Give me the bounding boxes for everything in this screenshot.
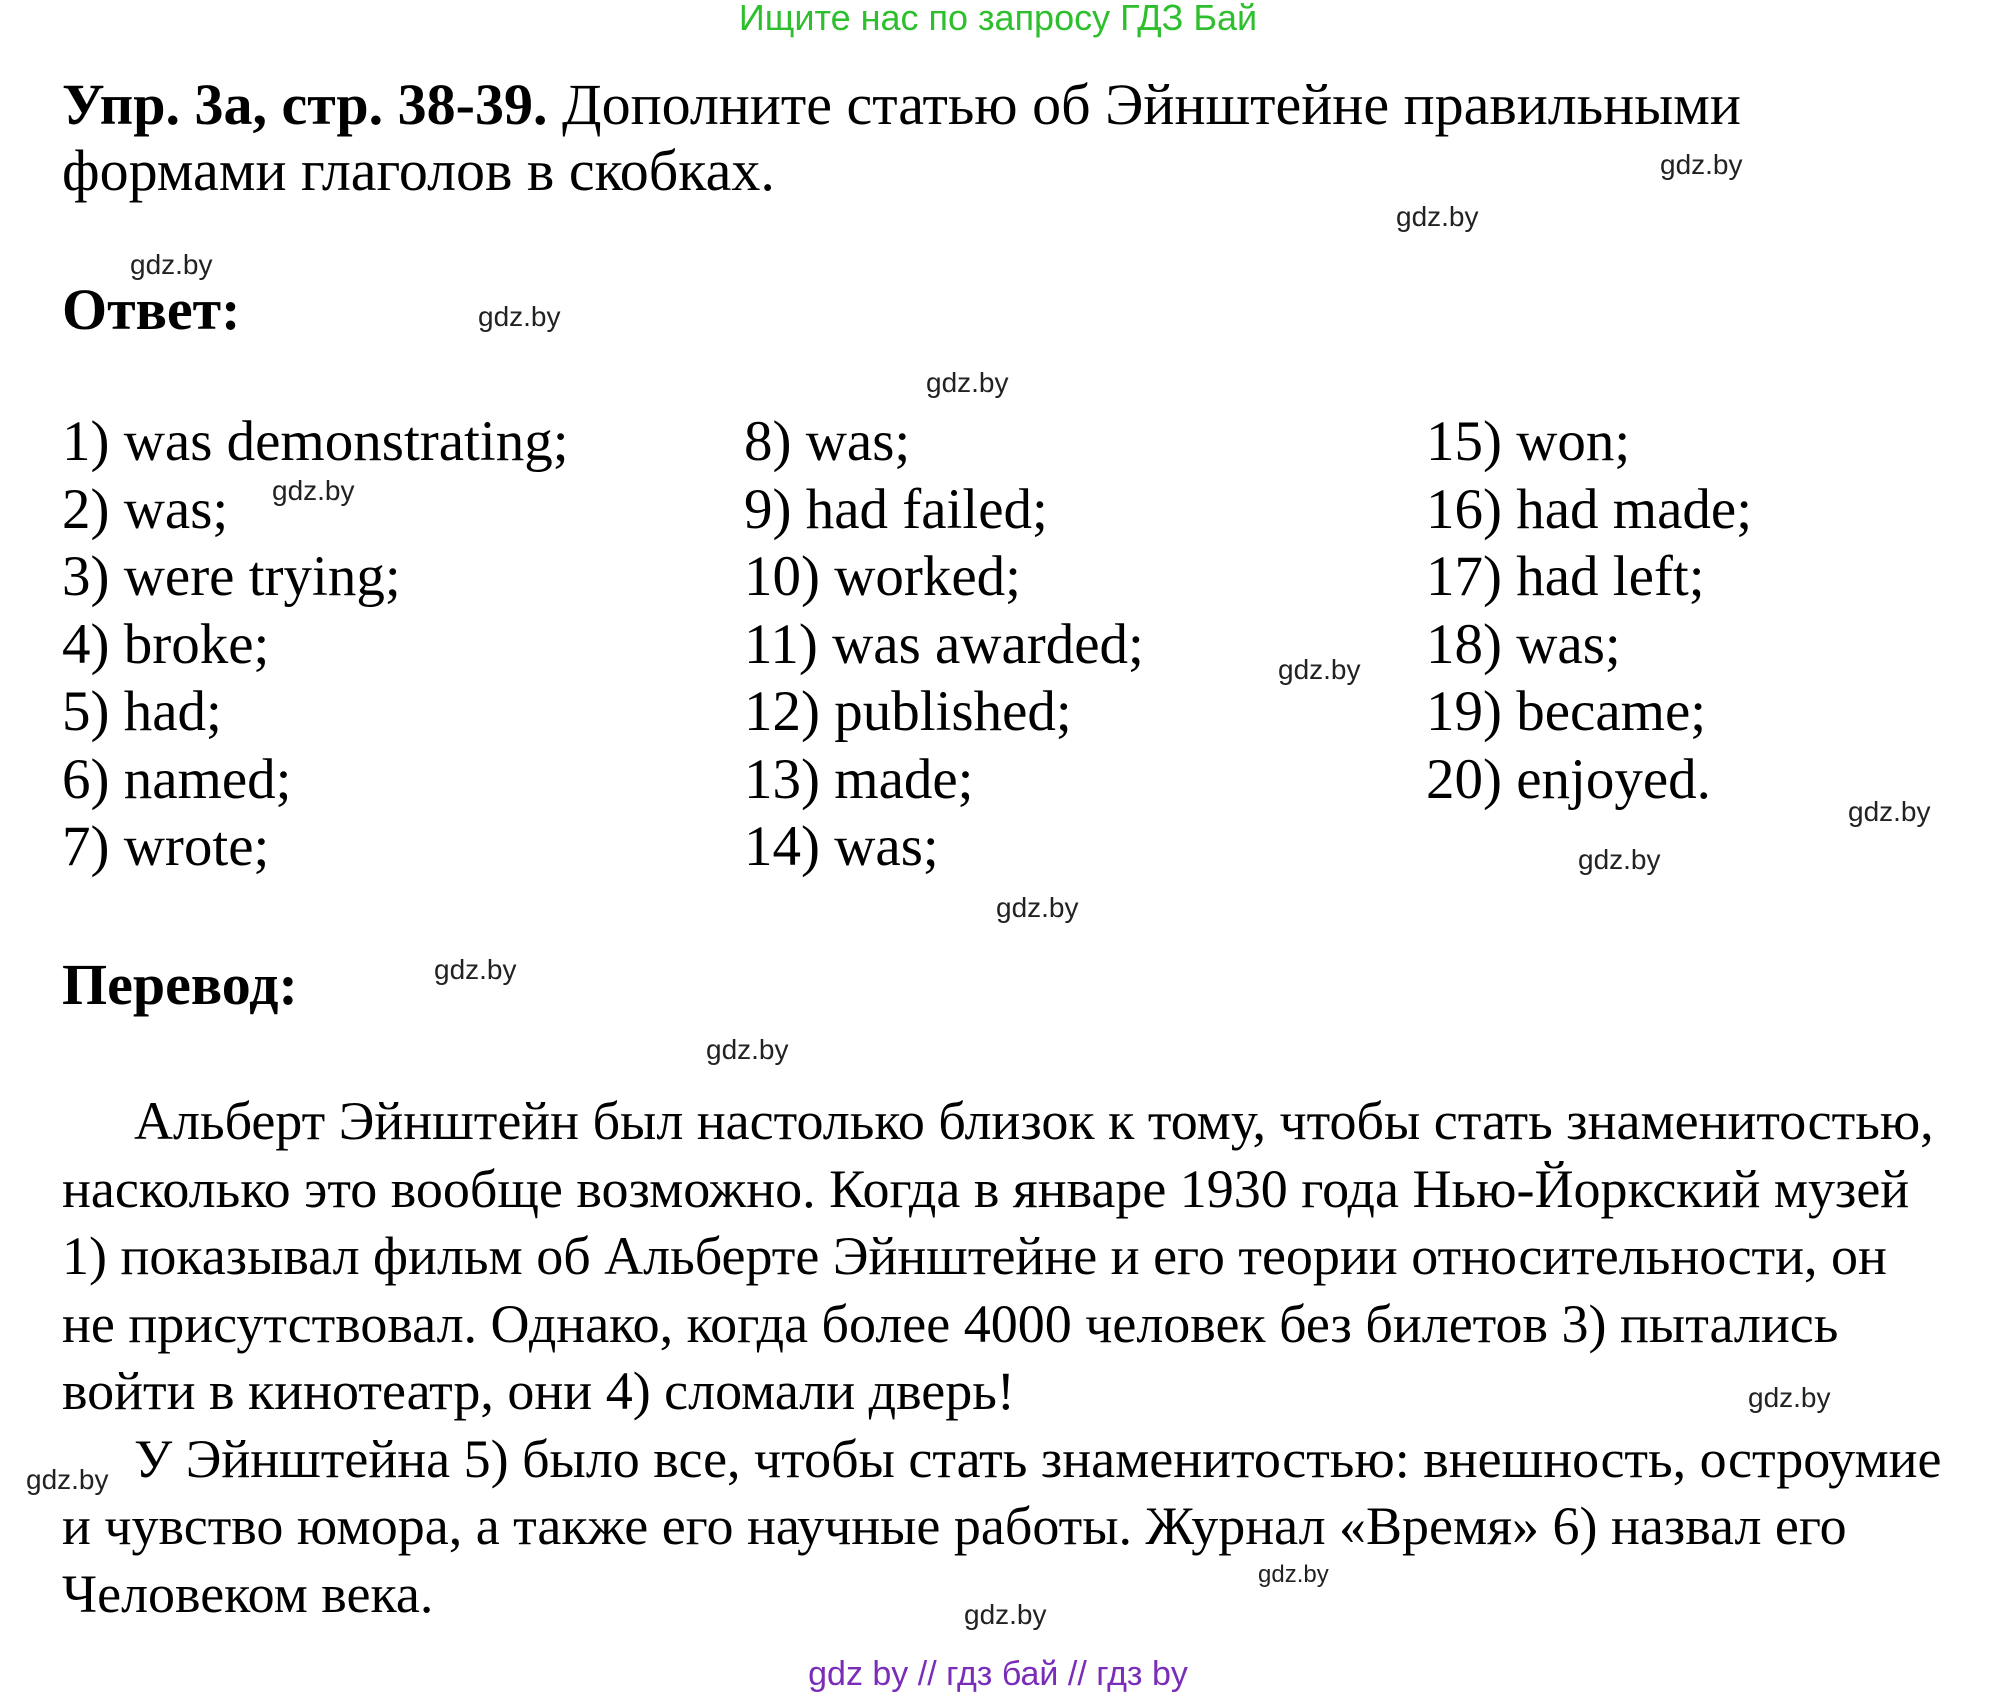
watermark: gdz.by: [1748, 1382, 1831, 1413]
task-label: Упр. 3а, стр. 38-39.: [62, 72, 548, 137]
watermark: gdz.by: [926, 367, 1009, 398]
top-banner[interactable]: Ищите нас по запросу ГДЗ Бай: [738, 0, 1258, 38]
watermark: gdz.by: [434, 954, 517, 985]
answer-item: 1) was demonstrating;: [62, 410, 569, 473]
translation-paragraph-1: Альберт Эйнштейн был настолько близок к тому, чтобы стать знаменитостью, насколько это вообще возможно. Когда в январе 1930 года Нью-Йоркский музей 1) показывал фильм об Альберте Эйнштейне и его теории относительности, он не присутствовал. Однако, когда более 4000 человек без билетов 3) пытались войти в кинотеатр, они 4) сломали дверь!: [62, 1091, 1934, 1421]
answer-item: 11) was awarded;: [744, 612, 1144, 676]
answer-item: 6) named;: [62, 747, 292, 811]
answer-item: 9) had failed;: [744, 477, 1048, 541]
watermark: gdz.by: [130, 249, 213, 280]
answer-heading: Ответ:: [62, 277, 241, 342]
answers-column-3: [1426, 408, 1752, 813]
answer-item: 14) was;: [744, 815, 939, 878]
answer-item: 7) wrote;: [62, 815, 270, 878]
watermark: gdz.by: [996, 892, 1079, 923]
watermark: gdz.by: [26, 1464, 109, 1495]
answer-item: 17) had left;: [1426, 545, 1705, 608]
answer-item: 15) won;: [1426, 410, 1631, 473]
watermark: gdz.by: [272, 475, 355, 506]
task-text: Дополните статью об Эйнштейне правильными формами глаголов в скобках.: [62, 72, 1741, 203]
watermark: gdz.by: [1258, 1561, 1329, 1588]
task-statement: [62, 72, 1932, 204]
answer-item: 13) made;: [744, 747, 974, 811]
translation-paragraph-2: У Эйнштейна 5) было все, чтобы стать знаменитостью: внешность, остроумие и чувство юмора, а также его научные работы. Журнал «Время» 6) назвал его Человеком века.: [62, 1428, 1942, 1624]
bottom-banner[interactable]: gdz by // гдз бай // гдз by: [808, 1655, 1188, 1693]
translation-heading: Перевод:: [62, 952, 298, 1017]
answer-item: 8) was;: [744, 410, 911, 473]
watermark: gdz.by: [1660, 149, 1743, 180]
answer-item: 12) published;: [744, 680, 1072, 743]
answers-column-2: [744, 408, 1144, 881]
answer-item: 5) had;: [62, 680, 222, 743]
answer-item: 10) worked;: [744, 545, 1022, 608]
answer-item: 16) had made;: [1426, 477, 1753, 541]
answer-item: 18) was;: [1426, 612, 1621, 676]
answer-item: 2) was;: [62, 477, 229, 541]
watermark: gdz.by: [964, 1599, 1047, 1630]
answer-item: 20) enjoyed.: [1426, 747, 1711, 811]
watermark: gdz.by: [1578, 844, 1661, 875]
watermark: gdz.by: [1396, 201, 1479, 232]
answer-item: 4) broke;: [62, 612, 270, 676]
translation-text: [62, 1088, 1942, 1628]
watermark: gdz.by: [478, 301, 561, 332]
watermark: gdz.by: [1278, 654, 1361, 685]
watermark: gdz.by: [1848, 796, 1931, 827]
watermark: gdz.by: [706, 1034, 789, 1065]
answer-item: 3) were trying;: [62, 545, 401, 608]
answer-item: 19) became;: [1426, 680, 1707, 743]
